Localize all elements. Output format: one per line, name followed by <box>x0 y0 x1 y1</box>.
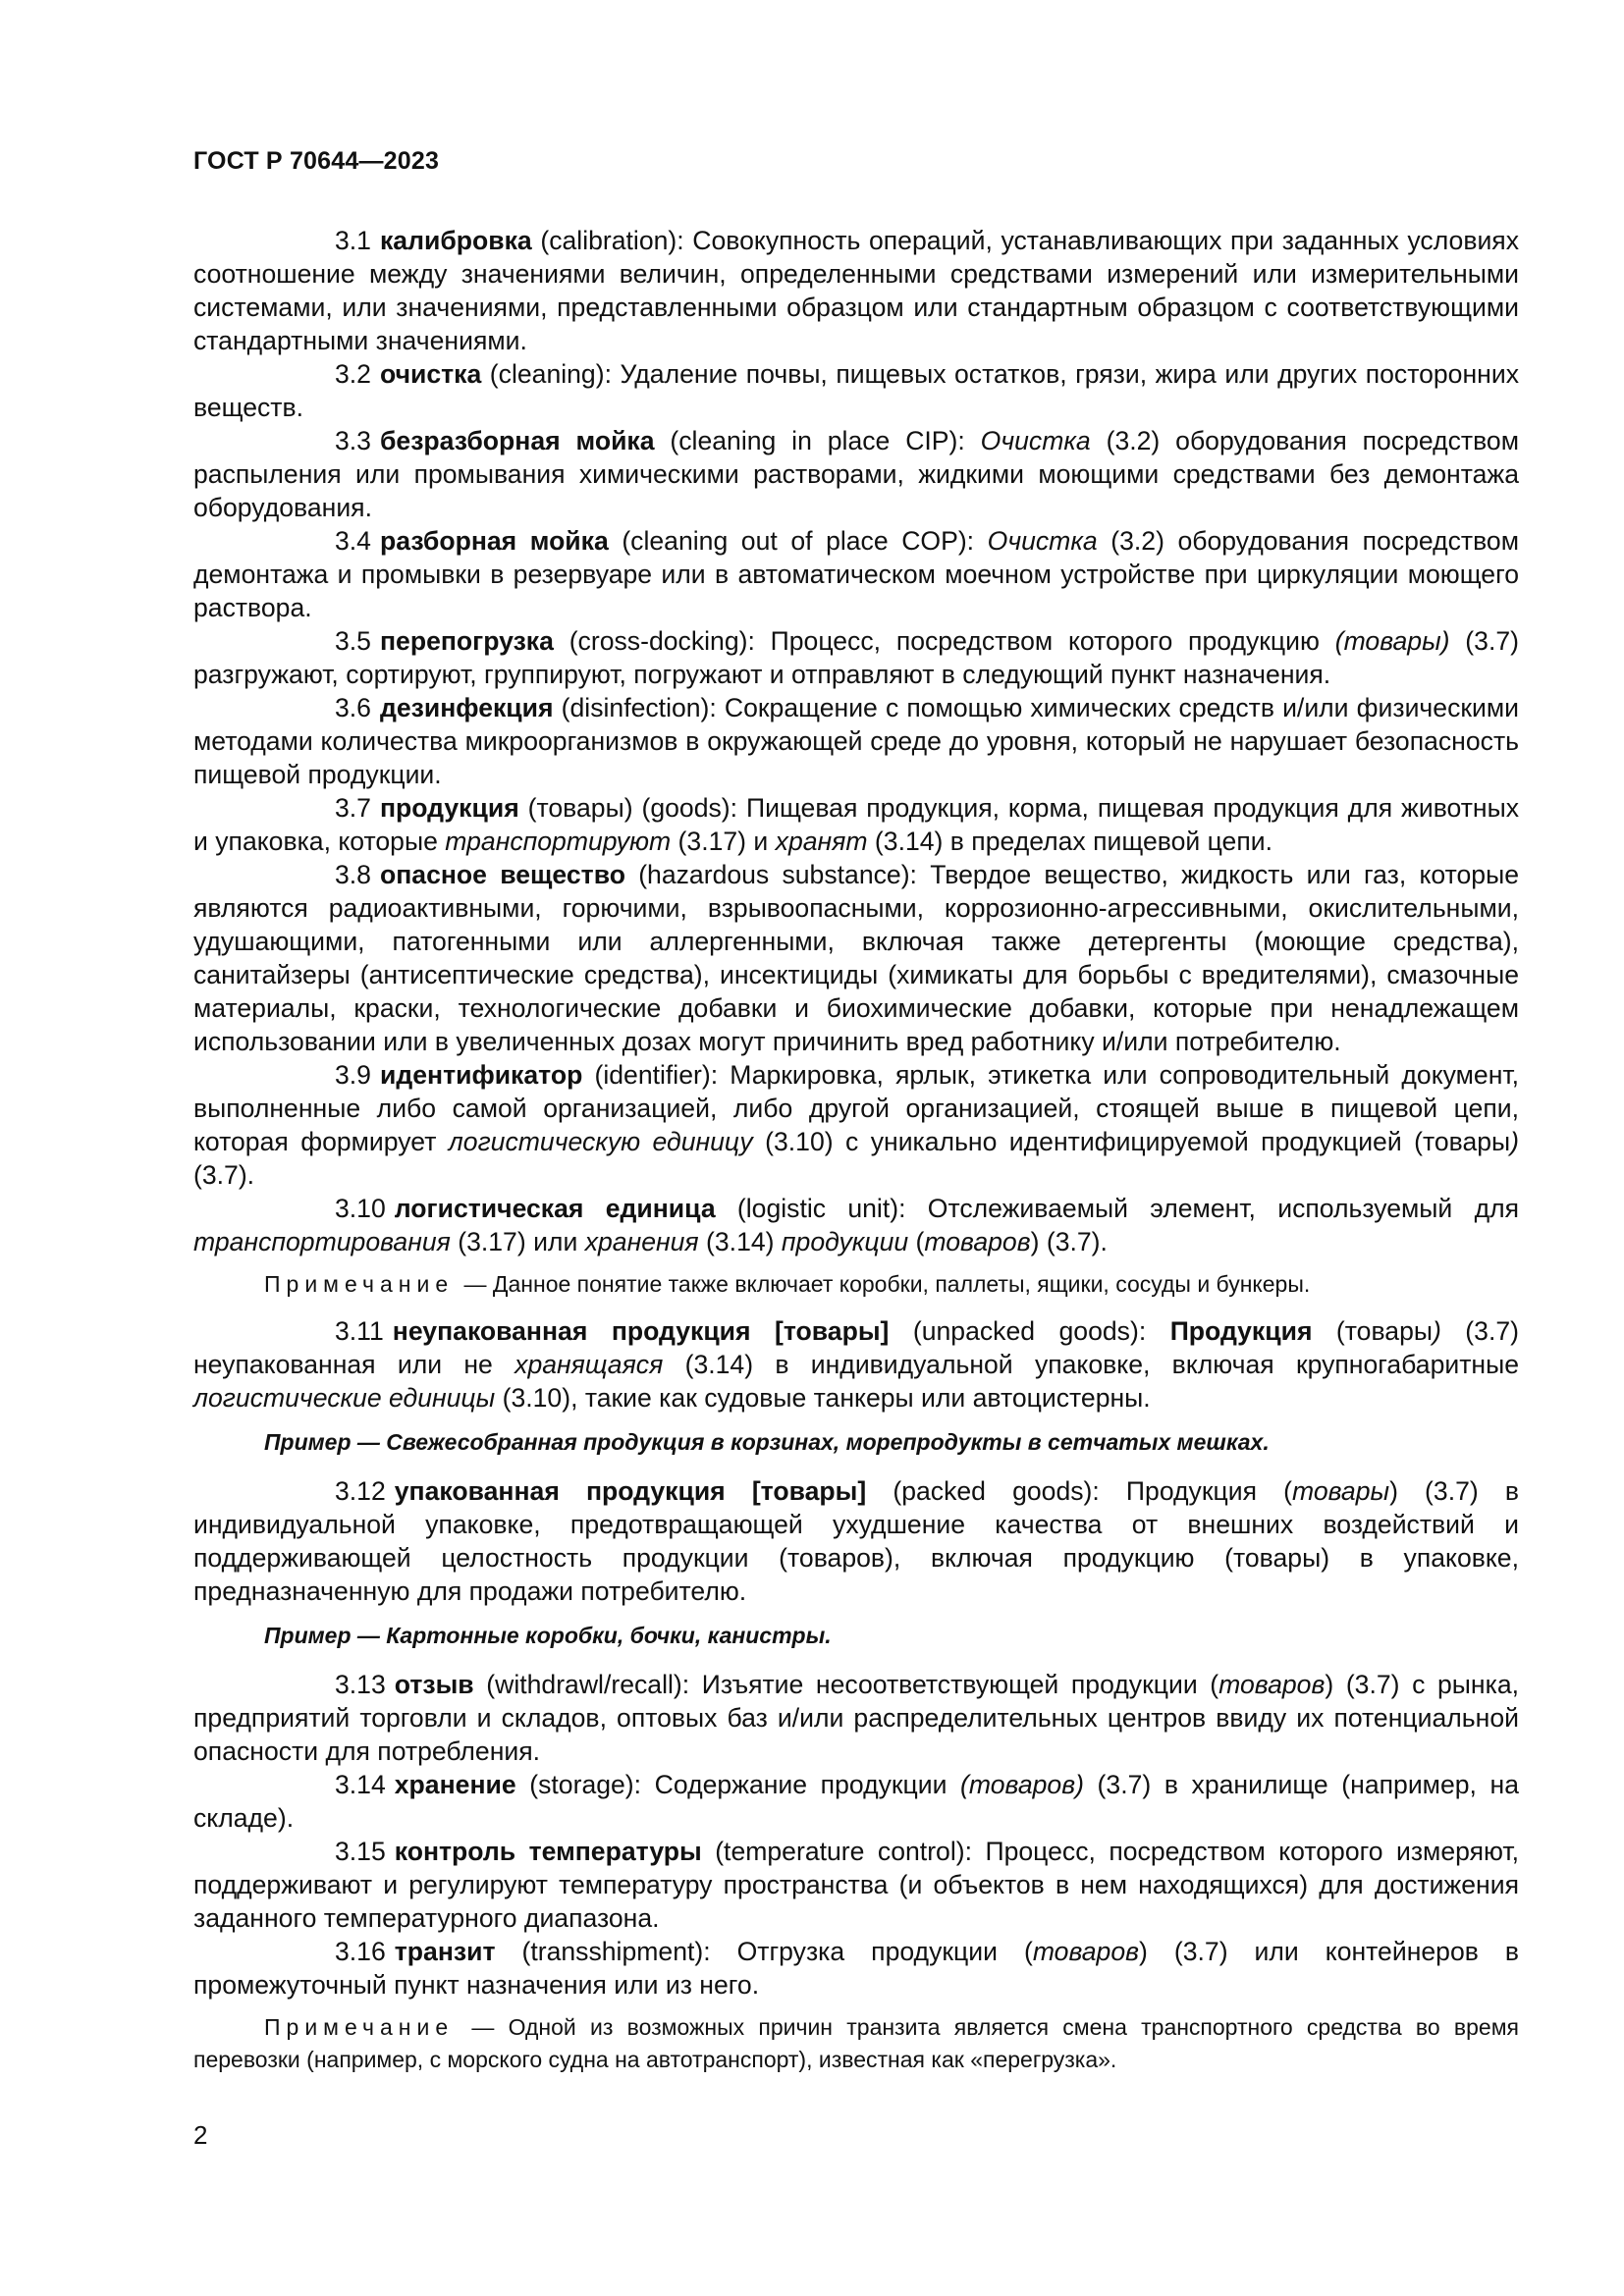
definition-text: Отслеживаемый элемент, используемый для <box>905 1194 1519 1223</box>
term-english: (cleaning out of place COP): <box>622 526 975 556</box>
definition-text: ) <box>1510 1127 1520 1156</box>
definition-text: логистические единицы <box>193 1383 496 1413</box>
definition-text: (3.17) и <box>671 827 776 856</box>
definition-text: Содержание продукции <box>641 1770 961 1799</box>
term-entry <box>193 1768 1519 1835</box>
note-label: Примечание <box>264 1271 455 1297</box>
term-number: 3.2 <box>335 359 371 389</box>
term-english: (hazardous substance): <box>638 860 917 889</box>
definition-text: товаров <box>924 1227 1031 1256</box>
term-name: транзит <box>394 1937 496 1966</box>
example-1: Пример — Свежесобранная продукция в корзинах, морепродукты в сетчатых мешках. <box>264 1429 1270 1455</box>
term-english: (disinfection): <box>561 693 717 722</box>
term-number: 3.1 <box>335 226 371 255</box>
page-number: 2 <box>193 2120 208 2150</box>
definition-text: Процесс, посредством которого измеряют, поддерживают и регулируют температуру пространства (и объектов в нем находящихся) для достижения заданного температурного диапазона. <box>193 1837 1519 1933</box>
definition-text: (3.10) с уникально идентифицируемой продукцией (товары <box>752 1127 1511 1156</box>
definition-text: товаров <box>1032 1937 1140 1966</box>
definition-text: товаров <box>1218 1670 1326 1699</box>
term-english: (packed goods): <box>893 1476 1100 1506</box>
term-entry <box>193 858 1519 1058</box>
term-name: опасное вещество <box>379 860 625 889</box>
term-entry <box>193 1474 1519 1608</box>
term-entry <box>193 1668 1519 1768</box>
definition-text: (товары <box>1312 1316 1433 1346</box>
definition-text: Совокупность операций, устанавливающих при заданных условиях соотношение между значениями величин, определенными средствами измерений или измерительными системами, или значениями, представленными образцом или стандартным образцом с соответствующими стандартными значениями. <box>193 226 1520 355</box>
term-number: 3.16 <box>335 1937 386 1966</box>
definition-text: хранят <box>775 827 868 856</box>
term-english: (товары) (goods): <box>527 793 738 823</box>
term-name: очистка <box>379 359 482 389</box>
term-number: 3.6 <box>335 693 371 722</box>
term-english: (cleaning): <box>489 359 612 389</box>
definition-text: (3.2) оборудования посредством распыления или промывания химическими растворами, жидкими моющими средствами без демонтажа оборудования. <box>193 426 1519 522</box>
definition-text: (3.14) в пределах пищевой цепи. <box>867 827 1272 856</box>
definition-text: (3.7) в хранилище (например, на складе). <box>193 1770 1519 1833</box>
term-entry <box>193 524 1519 624</box>
definition-text: (3.17) или <box>450 1227 585 1256</box>
term-name: отзыв <box>394 1670 474 1699</box>
definition-text: ) (3.7). <box>1030 1227 1108 1256</box>
definition-text: Продукция <box>1169 1316 1313 1346</box>
term-english: (temperature control): <box>715 1837 972 1866</box>
term-number: 3.13 <box>335 1670 386 1699</box>
definition-text: Маркировка, ярлык, этикетка или сопроводительный документ, выполненные либо самой организацией, либо другой организацией, стоящей выше в пищевой цепи, которая формирует <box>193 1060 1520 1156</box>
term-entry <box>193 1058 1519 1192</box>
definition-text: (3.7) неупакованная или не <box>193 1316 1519 1379</box>
entry-3-12 <box>193 1474 1519 1608</box>
definition-text: хранения <box>584 1227 699 1256</box>
definition-text: (товары) <box>1334 626 1450 656</box>
term-name: продукция <box>379 793 519 823</box>
definition-text: ) (3.7) или контейнеров в промежуточный пункт назначения или из него. <box>193 1937 1519 2000</box>
term-entry <box>193 1835 1519 1935</box>
entry-3-11 <box>193 1314 1519 1415</box>
term-english: (cleaning in place CIP): <box>670 426 965 455</box>
term-entry <box>193 1935 1519 2002</box>
term-name: контроль температуры <box>394 1837 702 1866</box>
term-name: дезинфекция <box>379 693 554 722</box>
term-english: (identifier): <box>594 1060 719 1090</box>
term-entry <box>193 791 1519 858</box>
definition-text <box>1146 1316 1169 1346</box>
definition-text: (3.7) разгружают, сортируют, группируют, погружают и отправляют в следующий пункт назначения. <box>193 626 1519 689</box>
term-english: (unpacked goods): <box>912 1316 1147 1346</box>
term-number: 3.4 <box>335 526 371 556</box>
term-english: (cross-docking): <box>568 626 755 656</box>
definition-text: Удаление почвы, пищевых остатков, грязи, жира или других посторонних веществ. <box>193 359 1519 422</box>
definition-text: (3.14) в индивидуальной упаковке, включая крупногабаритные <box>663 1350 1519 1379</box>
term-entry <box>193 357 1519 424</box>
term-number: 3.14 <box>335 1770 386 1799</box>
term-number: 3.5 <box>335 626 371 656</box>
term-name: идентификатор <box>379 1060 583 1090</box>
definition-text: ) (3.7) в индивидуальной упаковке, предотвращающей ухудшение качества от внешних воздействий и поддерживающей целостность продукции (товаров), включая продукцию (товары) в упаковке, предназначенную для продажи потребителю. <box>193 1476 1519 1606</box>
definition-text: (3.2) оборудования посредством демонтажа и промывки в резервуаре или в автоматическом моечном устройстве при циркуляции моющего раствора. <box>193 526 1520 622</box>
definition-text: продукции <box>781 1227 909 1256</box>
definition-text: ) (3.7) с рынка, предприятий торговли и складов, оптовых баз и/или распределительных центров ввиду их потенциальной опасности для потребления. <box>193 1670 1519 1766</box>
definition-text: Очистка <box>980 426 1091 455</box>
note-text: — Данное понятие также включает коробки, паллеты, ящики, сосуды и бункеры. <box>458 1271 1311 1297</box>
term-number: 3.15 <box>335 1837 386 1866</box>
term-number: 3.9 <box>335 1060 371 1090</box>
note-label: Примечание <box>264 2014 455 2040</box>
document-header: ГОСТ Р 70644—2023 <box>193 147 440 175</box>
term-english: (calibration): <box>540 226 684 255</box>
term-entry <box>193 624 1519 691</box>
term-english: (logistic unit): <box>736 1194 906 1223</box>
definition-text: Очистка <box>987 526 1098 556</box>
term-entry <box>193 224 1519 357</box>
definition-text <box>974 526 988 556</box>
term-english: (transshipment): <box>521 1937 711 1966</box>
definition-text: логистическую единицу <box>448 1127 753 1156</box>
term-entry <box>193 1314 1519 1415</box>
term-english: (storage): <box>529 1770 642 1799</box>
definition-text: Отгрузка продукции ( <box>710 1937 1033 1966</box>
entries-group-2 <box>193 1668 1519 2002</box>
term-name: логистическая единица <box>394 1194 716 1223</box>
note-2 <box>193 2011 1519 2076</box>
note-1 <box>193 1268 1519 1301</box>
term-name: неупакованная продукция [товары] <box>392 1316 890 1346</box>
definition-text: (3.7). <box>193 1160 255 1190</box>
definition-text: Продукция ( <box>1099 1476 1292 1506</box>
term-name: безразборная мойка <box>379 426 655 455</box>
definition-text: хранящаяся <box>514 1350 664 1379</box>
definition-text: ) <box>1432 1316 1441 1346</box>
definition-text: транспортирования <box>193 1227 451 1256</box>
definition-text: (3.14) <box>698 1227 782 1256</box>
definition-text <box>965 426 981 455</box>
term-english: (withdrawl/recall): <box>486 1670 690 1699</box>
definition-text: Пищевая продукция, корма, пищевая продукция для животных и упаковка, которые <box>193 793 1520 856</box>
example-2: Пример — Картонные коробки, бочки, канистры. <box>264 1623 832 1648</box>
term-entry <box>193 424 1519 524</box>
definition-text: Твердое вещество, жидкость или газ, которые являются радиоактивными, горючими, взрывоопасными, коррозионно-агрессивными, окислительными, удушающими, патогенными или аллергенными, включая также детергенты (моющие средства), санитайзеры (антисептические средства), инсектициды (химикаты для борьбы с вредителями), смазочные материалы, краски, технологические добавки и биохимические добавки, которые при ненадлежащем использовании или в увеличенных дозах могут причинить вред работнику и/или потребителю. <box>193 860 1519 1056</box>
terms-body <box>193 224 1519 2090</box>
note-text: — Одной из возможных причин транзита является смена транспортного средства во время перевозки (например, с морского судна на автотранспорт), известная как «перегрузка». <box>193 2014 1519 2072</box>
definition-text: Сокращение с помощью химических средств и/или физическими методами количества микроорганизмов в окружающей среде до уровня, который не нарушает безопасность пищевой продукции. <box>193 693 1520 789</box>
definition-text: ( <box>908 1227 925 1256</box>
term-number: 3.11 <box>335 1316 384 1346</box>
term-name: разборная мойка <box>379 526 609 556</box>
definition-text: товары <box>1291 1476 1390 1506</box>
term-name: калибровка <box>379 226 532 255</box>
term-name: упакованная продукция [товары] <box>394 1476 867 1506</box>
term-name: хранение <box>394 1770 516 1799</box>
term-number: 3.3 <box>335 426 371 455</box>
term-name: перепогрузка <box>379 626 554 656</box>
term-number: 3.8 <box>335 860 371 889</box>
entries-group-1 <box>193 224 1519 1258</box>
definition-text: транспортируют <box>445 827 672 856</box>
term-entry <box>193 1192 1519 1258</box>
term-number: 3.7 <box>335 793 371 823</box>
definition-text: (3.10), такие как судовые танкеры или автоцистерны. <box>495 1383 1151 1413</box>
term-number: 3.12 <box>335 1476 386 1506</box>
term-entry <box>193 691 1519 791</box>
definition-text: Изъятие несоответствующей продукции ( <box>689 1670 1219 1699</box>
definition-text: (товаров) <box>960 1770 1084 1799</box>
term-number: 3.10 <box>335 1194 386 1223</box>
definition-text: Процесс, посредством которого продукцию <box>754 626 1335 656</box>
